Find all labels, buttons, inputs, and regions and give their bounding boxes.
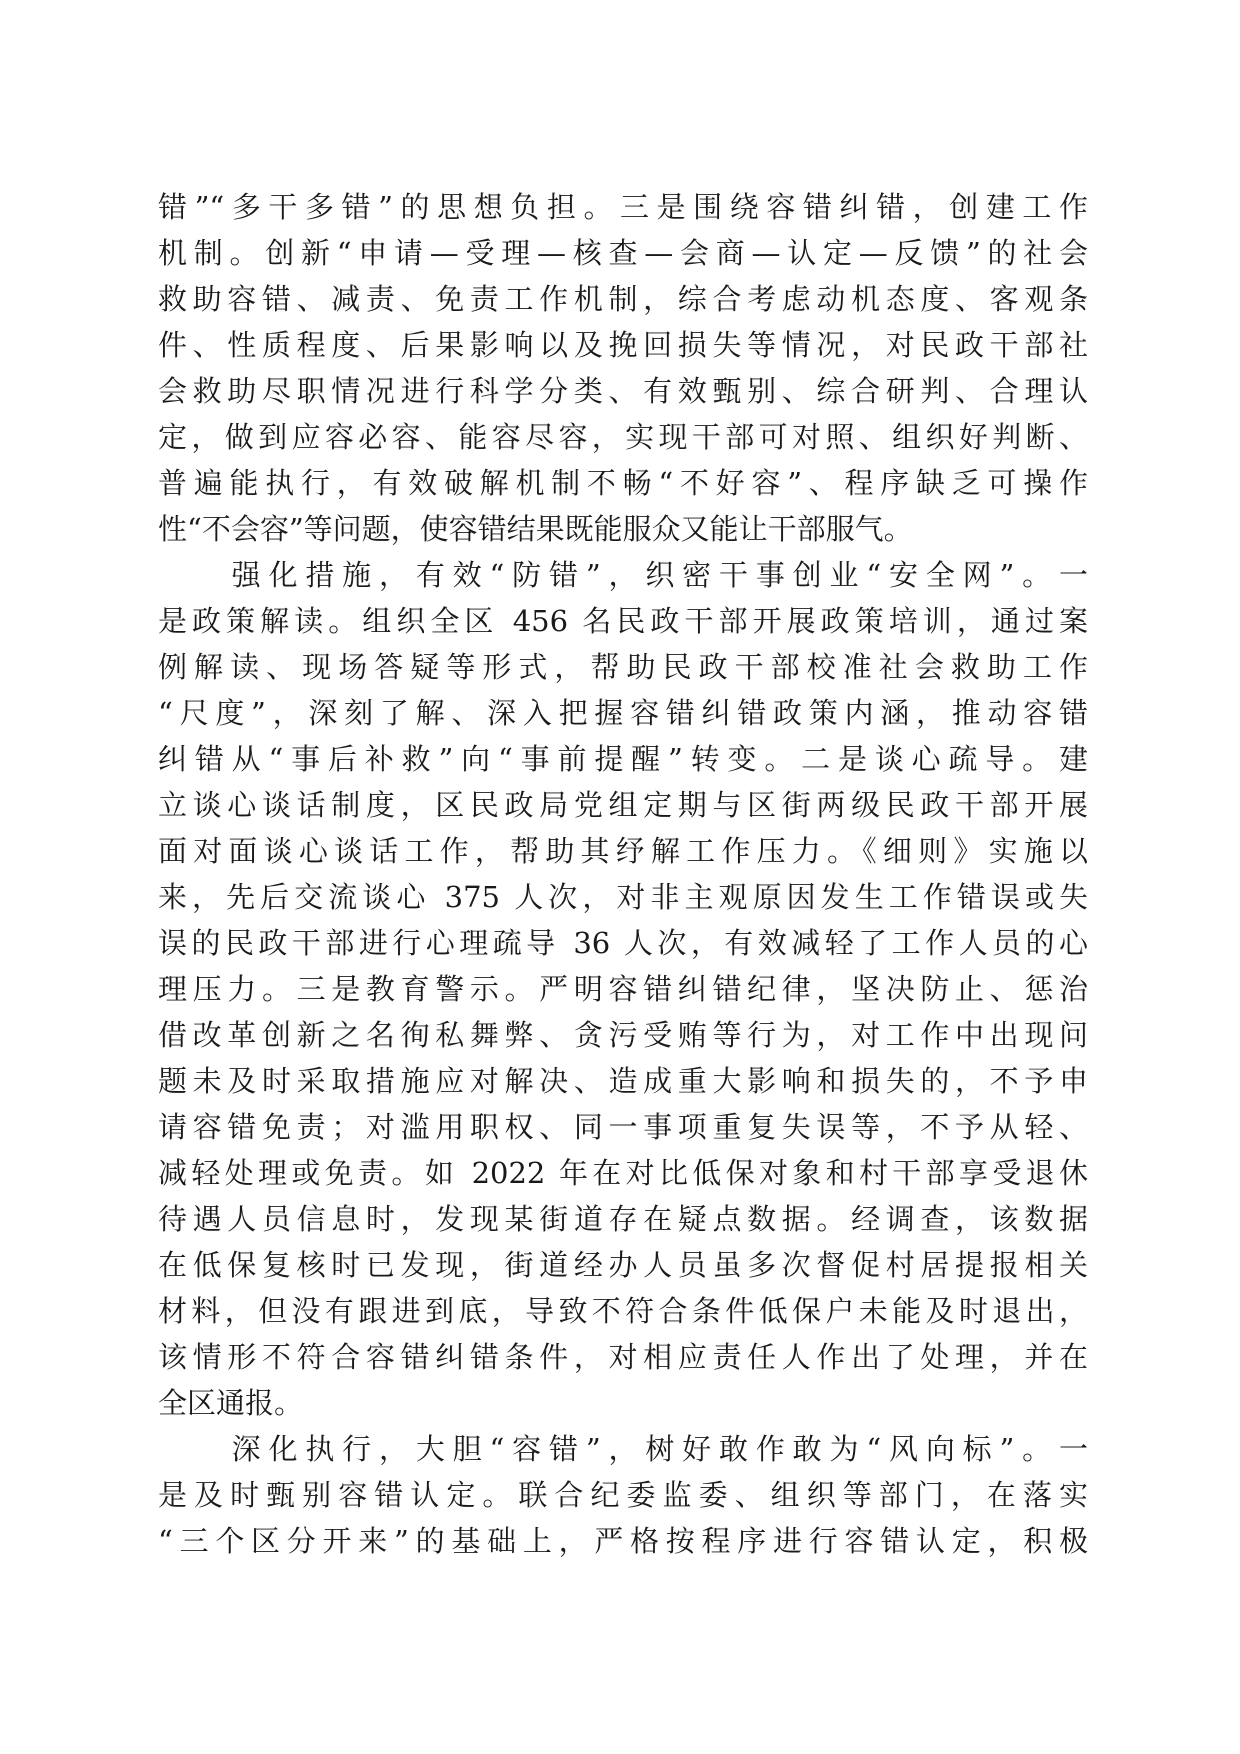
text-line: 请容错免责；对滥用职权、同一事项重复失误等，不予从轻、 — [158, 1110, 1088, 1144]
text-line: 在低保复核时已发现，街道经办人员虽多次督促村居提报相关 — [158, 1248, 1088, 1282]
text-line: 件、性质程度、后果影响以及挽回损失等情况，对民政干部社 — [158, 328, 1088, 362]
paragraph-3 — [158, 1426, 1088, 1564]
text-line: 救助容错、减责、免责工作机制，综合考虑动机态度、客观条 — [158, 282, 1088, 316]
text-line: 全区通报。 — [158, 1386, 304, 1420]
text-line: 材料，但没有跟进到底，导致不符合条件低保户未能及时退出， — [158, 1294, 1088, 1328]
text-line: 题未及时采取措施应对解决、造成重大影响和损失的，不予申 — [158, 1064, 1088, 1098]
text-line: 是政策解读。组织全区 456 名民政干部开展政策培训，通过案 — [158, 604, 1088, 638]
text-line: 纠错从“事后补救”向“事前提醒”转变。二是谈心疏导。建 — [158, 742, 1088, 776]
text-line: 借改革创新之名徇私舞弊、贪污受贿等行为，对工作中出现问 — [158, 1018, 1088, 1052]
text-line: 面对面谈心谈话工作，帮助其纾解工作压力。《细则》实施以 — [158, 834, 1088, 868]
text-line: 错”“多干多错”的思想负担。三是围绕容错纠错，创建工作 — [158, 190, 1088, 224]
text-line: 理压力。三是教育警示。严明容错纠错纪律，坚决防止、惩治 — [158, 972, 1088, 1006]
text-line: “尺度”，深刻了解、深入把握容错纠错政策内涵，推动容错 — [158, 696, 1088, 730]
document-body — [158, 184, 1088, 1564]
text-line: 普遍能执行，有效破解机制不畅“不好容”、程序缺乏可操作 — [158, 466, 1088, 500]
text-line: 是及时甄别容错认定。联合纪委监委、组织等部门，在落实 — [158, 1478, 1088, 1512]
paragraph-2 — [158, 552, 1088, 1426]
text-line: 定，做到应容必容、能容尽容，实现干部可对照、组织好判断、 — [158, 420, 1088, 454]
text-line: 机制。创新“申请—受理—核查—会商—认定—反馈”的社会 — [158, 236, 1088, 270]
text-line: 性“不会容”等问题，使容错结果既能服众又能让干部服气。 — [158, 512, 913, 546]
text-line: 该情形不符合容错纠错条件，对相应责任人作出了处理，并在 — [158, 1340, 1088, 1374]
text-line: 待遇人员信息时，发现某街道存在疑点数据。经调查，该数据 — [158, 1202, 1088, 1236]
text-line: 深化执行，大胆“容错”，树好敢作敢为“风向标”。一 — [158, 1432, 1088, 1466]
text-line: 来，先后交流谈心 375 人次，对非主观原因发生工作错误或失 — [158, 880, 1088, 914]
text-line: “三个区分开来”的基础上，严格按程序进行容错认定，积极 — [158, 1524, 1088, 1558]
text-line: 会救助尽职情况进行科学分类、有效甄别、综合研判、合理认 — [158, 374, 1088, 408]
text-line: 误的民政干部进行心理疏导 36 人次，有效减轻了工作人员的心 — [158, 926, 1088, 960]
paragraph-1 — [158, 184, 1088, 552]
text-line: 减轻处理或免责。如 2022 年在对比低保对象和村干部享受退休 — [158, 1156, 1088, 1190]
text-line: 强化措施，有效“防错”，织密干事创业“安全网”。一 — [158, 558, 1088, 592]
text-line: 例解读、现场答疑等形式，帮助民政干部校准社会救助工作 — [158, 650, 1088, 684]
text-line: 立谈心谈话制度，区民政局党组定期与区街两级民政干部开展 — [158, 788, 1088, 822]
